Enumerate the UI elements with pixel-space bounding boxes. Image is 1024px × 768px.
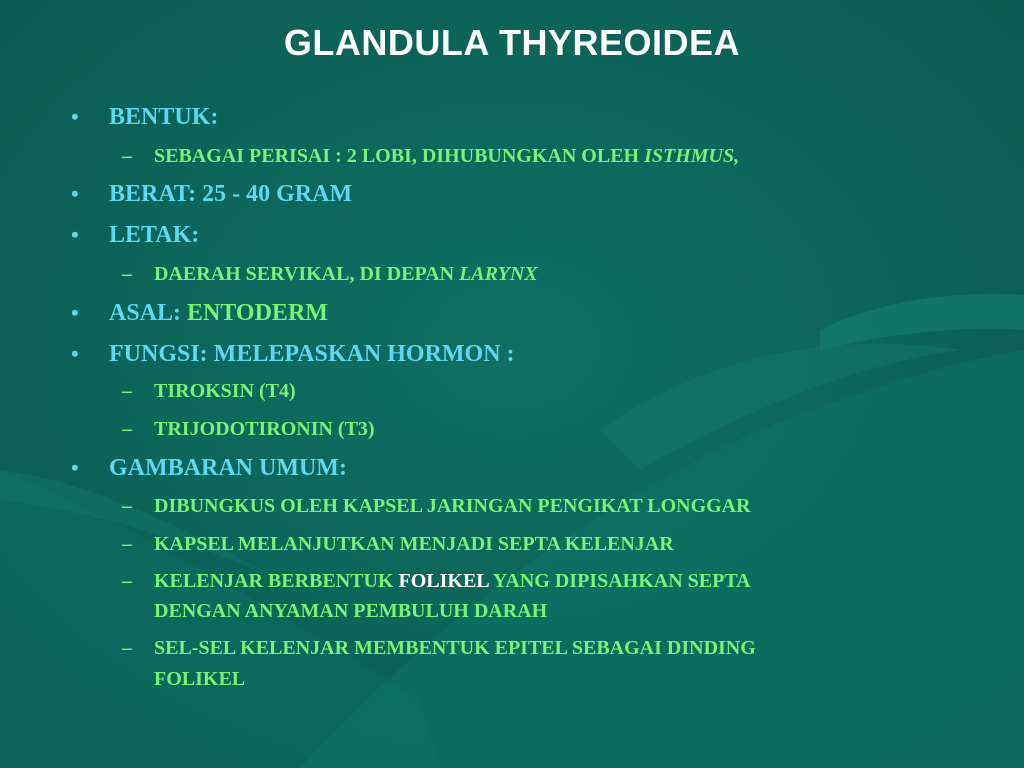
item-text: GAMBARAN UMUM: [109,455,347,481]
sub-item-text: TRIJODOTIRONIN (T3) [154,418,375,440]
list-item-asal [71,300,328,327]
sub-item-text: KELENJAR BERBENTUK [154,570,394,592]
dash-icon: – [122,570,132,592]
list-item-gambaran [71,455,347,482]
slide-title: GLANDULA THYREOIDEA [283,22,741,63]
sub-item-folikel [122,570,751,593]
list-item-bentuk [71,104,219,131]
item-value: ENTODERM [187,300,328,326]
bullet-icon: • [71,341,79,366]
sub-item-text: KAPSEL MELANJUTKAN MENJADI SEPTA KELENJAR [154,533,674,555]
highlight-term: FOLIKEL [398,570,489,592]
item-label: ASAL: [109,300,182,326]
sub-item-epitel-line2 [154,668,245,691]
dash-icon: – [122,495,132,517]
bullet-icon: • [71,222,79,247]
sub-item-text: SEL-SEL KELENJAR MEMBENTUK EPITEL SEBAGAI DINDING [154,637,756,659]
item-text: BERAT: 25 - 40 GRAM [109,181,353,207]
sub-item-trijodotironin [122,418,375,441]
dash-icon: – [122,263,132,285]
dash-icon: – [122,637,132,659]
sub-item-tiroksin [122,380,296,403]
dash-icon: – [122,145,132,167]
item-text: FUNGSI: MELEPASKAN HORMON : [109,341,515,367]
bullet-icon: • [71,104,79,129]
sub-item-epitel [122,637,756,660]
sub-item-text-cont: YANG DIPISAHKAN SEPTA [492,570,751,592]
sub-item-text: DENGAN ANYAMAN PEMBULUH DARAH [154,600,548,622]
bullet-icon: • [71,181,79,206]
sub-item-letak [122,263,538,286]
sub-item-septa [122,533,674,556]
item-text: BENTUK: [109,104,219,130]
list-item-fungsi [71,341,515,368]
sub-item-text: FOLIKEL [154,668,246,690]
sub-item-text: SEBAGAI PERISAI : 2 LOBI, DIHUBUNGKAN OLEH [154,145,640,167]
sub-item-italic-term: ISTHMUS, [644,145,740,167]
list-item-letak [71,222,200,249]
sub-item-text: DIBUNGKUS OLEH KAPSEL JARINGAN PENGIKAT LONGGAR [154,495,751,517]
sub-item-text: TIROKSIN (T4) [154,380,296,402]
list-item-berat [71,181,353,208]
dash-icon: – [122,380,132,402]
dash-icon: – [122,418,132,440]
sub-item-text: DAERAH SERVIKAL, DI DEPAN [154,263,455,285]
sub-item-kapsel [122,495,751,518]
dash-icon: – [122,533,132,555]
item-text: LETAK: [109,222,200,248]
bullet-icon: • [71,300,79,325]
bullet-icon: • [71,455,79,480]
sub-item-bentuk [122,145,740,168]
sub-item-italic-term: LARYNX [459,263,538,285]
sub-item-folikel-line2 [154,600,547,623]
